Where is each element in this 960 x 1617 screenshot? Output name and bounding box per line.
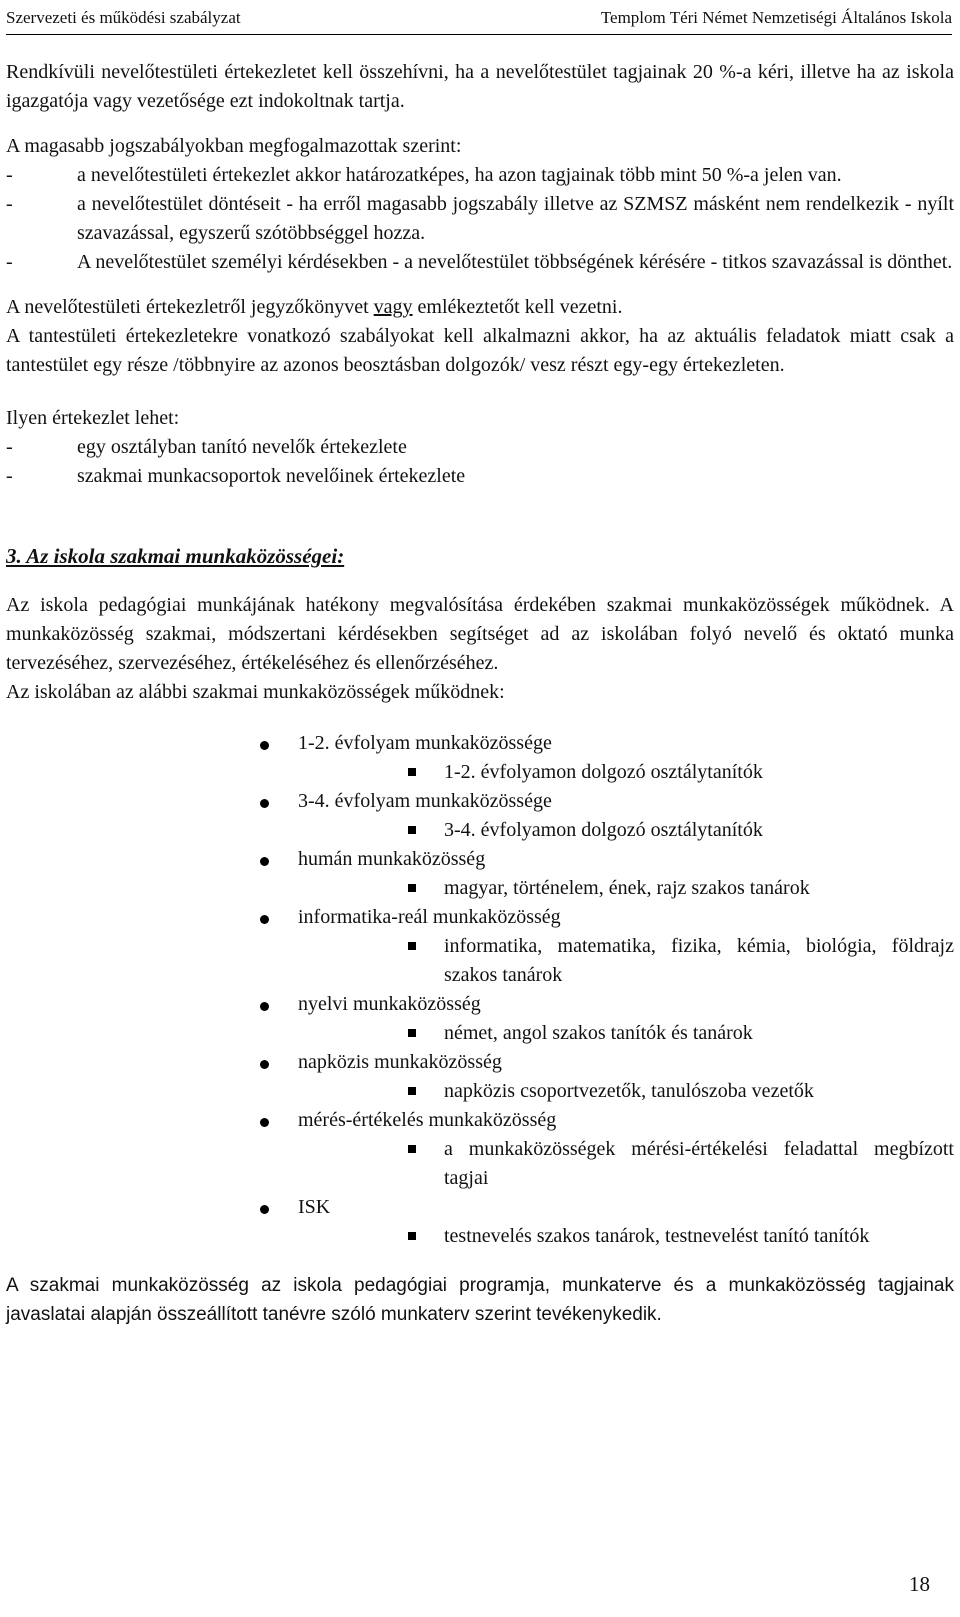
group-members: német, angol szakos tanítók és tanárok: [444, 1022, 753, 1044]
square-bullet-icon: [408, 1145, 416, 1153]
section-heading: 3. Az iskola szakmai munkaközösségei:: [6, 544, 345, 568]
square-bullet-icon: [408, 884, 416, 892]
square-bullet-icon: [408, 826, 416, 834]
list-item: [6, 845, 954, 874]
group-members: napközis csoportvezetők, tanulószoba vezetők: [444, 1080, 814, 1102]
square-bullet-icon: [408, 768, 416, 776]
paragraph-closing: A szakmai munkaközösség az iskola pedagógiai programja, munkaterve és a munkaközösség tagjainak javaslatai alapján összeállított tanévre szóló munkaterv szerint tevékenykedik.: [6, 1275, 954, 1325]
list-item: [6, 1048, 954, 1077]
paragraph-regulation-lead: A magasabb jogszabályokban megfogalmazottak szerint:: [6, 135, 462, 157]
list-subitem: [6, 874, 954, 903]
dash-list-item: - szakmai munkacsoportok nevelőinek értekezlete: [6, 465, 466, 487]
group-members: a munkaközösségek mérési-értékelési feladattal megbízott tagjai: [444, 1138, 954, 1189]
group-name: 3-4. évfolyam munkaközössége: [298, 790, 552, 812]
group-members: 1-2. évfolyamon dolgozó osztálytanítók: [444, 761, 763, 783]
bullet-icon: [260, 741, 269, 750]
dash-list-item: - A nevelőtestület személyi kérdésekben - a nevelőtestület többségének kérésére - titkos szavazással is dönthet.: [6, 251, 953, 273]
bullet-icon: [260, 799, 269, 808]
dash-list-item-text: a nevelőtestület döntéseit - ha erről magasabb jogszabály illetve az SZMSZ másként nem rendelkezik - nyílt szavazással, egyszerű szótöbbséggel hozza.: [77, 193, 954, 244]
list-subitem: [6, 758, 954, 787]
list-item: [6, 1106, 954, 1135]
square-bullet-icon: [408, 1087, 416, 1095]
dash-list-item-text: szakmai munkacsoportok nevelőinek értekezlete: [77, 465, 466, 487]
list-subitem: [6, 816, 954, 845]
bullet-icon: [260, 1118, 269, 1127]
group-members: 3-4. évfolyamon dolgozó osztálytanítók: [444, 819, 763, 841]
paragraph-meeting-types-lead: Ilyen értekezlet lehet:: [6, 407, 180, 429]
minutes-text-underlined: vagy: [373, 296, 413, 318]
group-members: magyar, történelem, ének, rajz szakos tanárok: [444, 877, 810, 899]
dash-list-item-text: A nevelőtestület személyi kérdésekben - a nevelőtestület többségének kérésére - titkos szavazással is dönthet.: [77, 251, 953, 273]
group-members: testnevelés szakos tanárok, testnevelést tanító tanítók: [444, 1225, 870, 1247]
minutes-text-start: A nevelőtestületi értekezletről jegyzőkönyvet: [6, 296, 374, 318]
bullet-icon: [260, 1060, 269, 1069]
dash-list-item: - a nevelőtestületi értekezlet akkor határozatképes, ha azon tagjainak több mint 50 %-a jelen van.: [6, 164, 842, 186]
minutes-text-end: emlékeztetőt kell vezetni.: [412, 296, 623, 318]
group-name: informatika-reál munkaközösség: [298, 906, 561, 928]
square-bullet-icon: [408, 1029, 416, 1037]
dash-list-item: - a nevelőtestület döntéseit - ha erről magasabb jogszabály illetve az SZMSZ másként nem rendelkezik - nyílt szavazással, egyszerű szótöbbséggel hozza.: [6, 193, 954, 244]
list-subitem: [6, 1077, 954, 1106]
page-body: [6, 58, 954, 1329]
bullet-icon: [260, 915, 269, 924]
list-item: [6, 787, 954, 816]
list-subitem: [6, 1019, 954, 1048]
header-document-title: Szervezeti és működési szabályzat: [6, 8, 241, 27]
square-bullet-icon: [408, 1232, 416, 1240]
list-item: [6, 903, 954, 932]
square-bullet-icon: [408, 942, 416, 950]
bullet-icon: [260, 1205, 269, 1214]
group-name: 1-2. évfolyam munkaközössége: [298, 732, 552, 754]
dash-list-item-text: egy osztályban tanító nevelők értekezlete: [77, 436, 407, 458]
list-item: [6, 729, 954, 758]
paragraph-minutes: [6, 293, 954, 322]
header-school-name: Templom Téri Német Nemzetiségi Általános Iskola: [600, 8, 952, 27]
list-item: [6, 1193, 954, 1222]
dash-list-item: - egy osztályban tanító nevelők értekezlete: [6, 436, 407, 458]
bullet-icon: [260, 857, 269, 866]
list-subitem: [6, 932, 954, 990]
group-name: nyelvi munkaközösség: [298, 993, 481, 1015]
list-subitem: [6, 1135, 954, 1193]
group-members: informatika, matematika, fizika, kémia, biológia, földrajz szakos tanárok: [444, 935, 954, 986]
group-name: napközis munkaközösség: [298, 1051, 502, 1073]
paragraph-working-groups: Az iskola pedagógiai munkájának hatékony megvalósítása érdekében szakmai munkaközösségek működnek. A munkaközösség szakmai, módszertani kérdésekben segítséget ad az iskolában folyó nevelő és oktató munka tervezéséhez, szervezéséhez, értékeléséhez és ellenőrzéséhez.: [6, 594, 954, 674]
bullet-icon: [260, 1002, 269, 1011]
dash-list-item-text: a nevelőtestületi értekezlet akkor határozatképes, ha azon tagjainak több mint 50 %-a jelen van.: [77, 164, 842, 186]
page-number: 18: [909, 1572, 930, 1596]
list-item: [6, 990, 954, 1019]
group-name: humán munkaközösség: [298, 848, 486, 870]
working-groups-list: [6, 729, 954, 1251]
group-name: mérés-értékelés munkaközösség: [298, 1109, 557, 1131]
page-header: [6, 4, 952, 35]
paragraph-extraordinary-meeting: Rendkívüli nevelőtestületi értekezletet kell összehívni, ha a nevelőtestület tagjainak 20 %-a kéri, illetve ha az iskola igazgatója vagy vezetősége ezt indokoltnak tartja.: [6, 61, 954, 112]
list-subitem: [6, 1222, 954, 1251]
paragraph-groups-lead: Az iskolában az alábbi szakmai munkaközösségek működnek:: [6, 681, 505, 703]
group-name: ISK: [298, 1196, 331, 1218]
paragraph-staff-meetings: A tantestületi értekezletekre vonatkozó szabályokat kell alkalmazni akkor, ha az aktuális feladatok miatt csak a tantestület egy része /többnyire az azonos beosztásban dolgozók/ vesz részt egy-egy értekezleten.: [6, 325, 954, 376]
